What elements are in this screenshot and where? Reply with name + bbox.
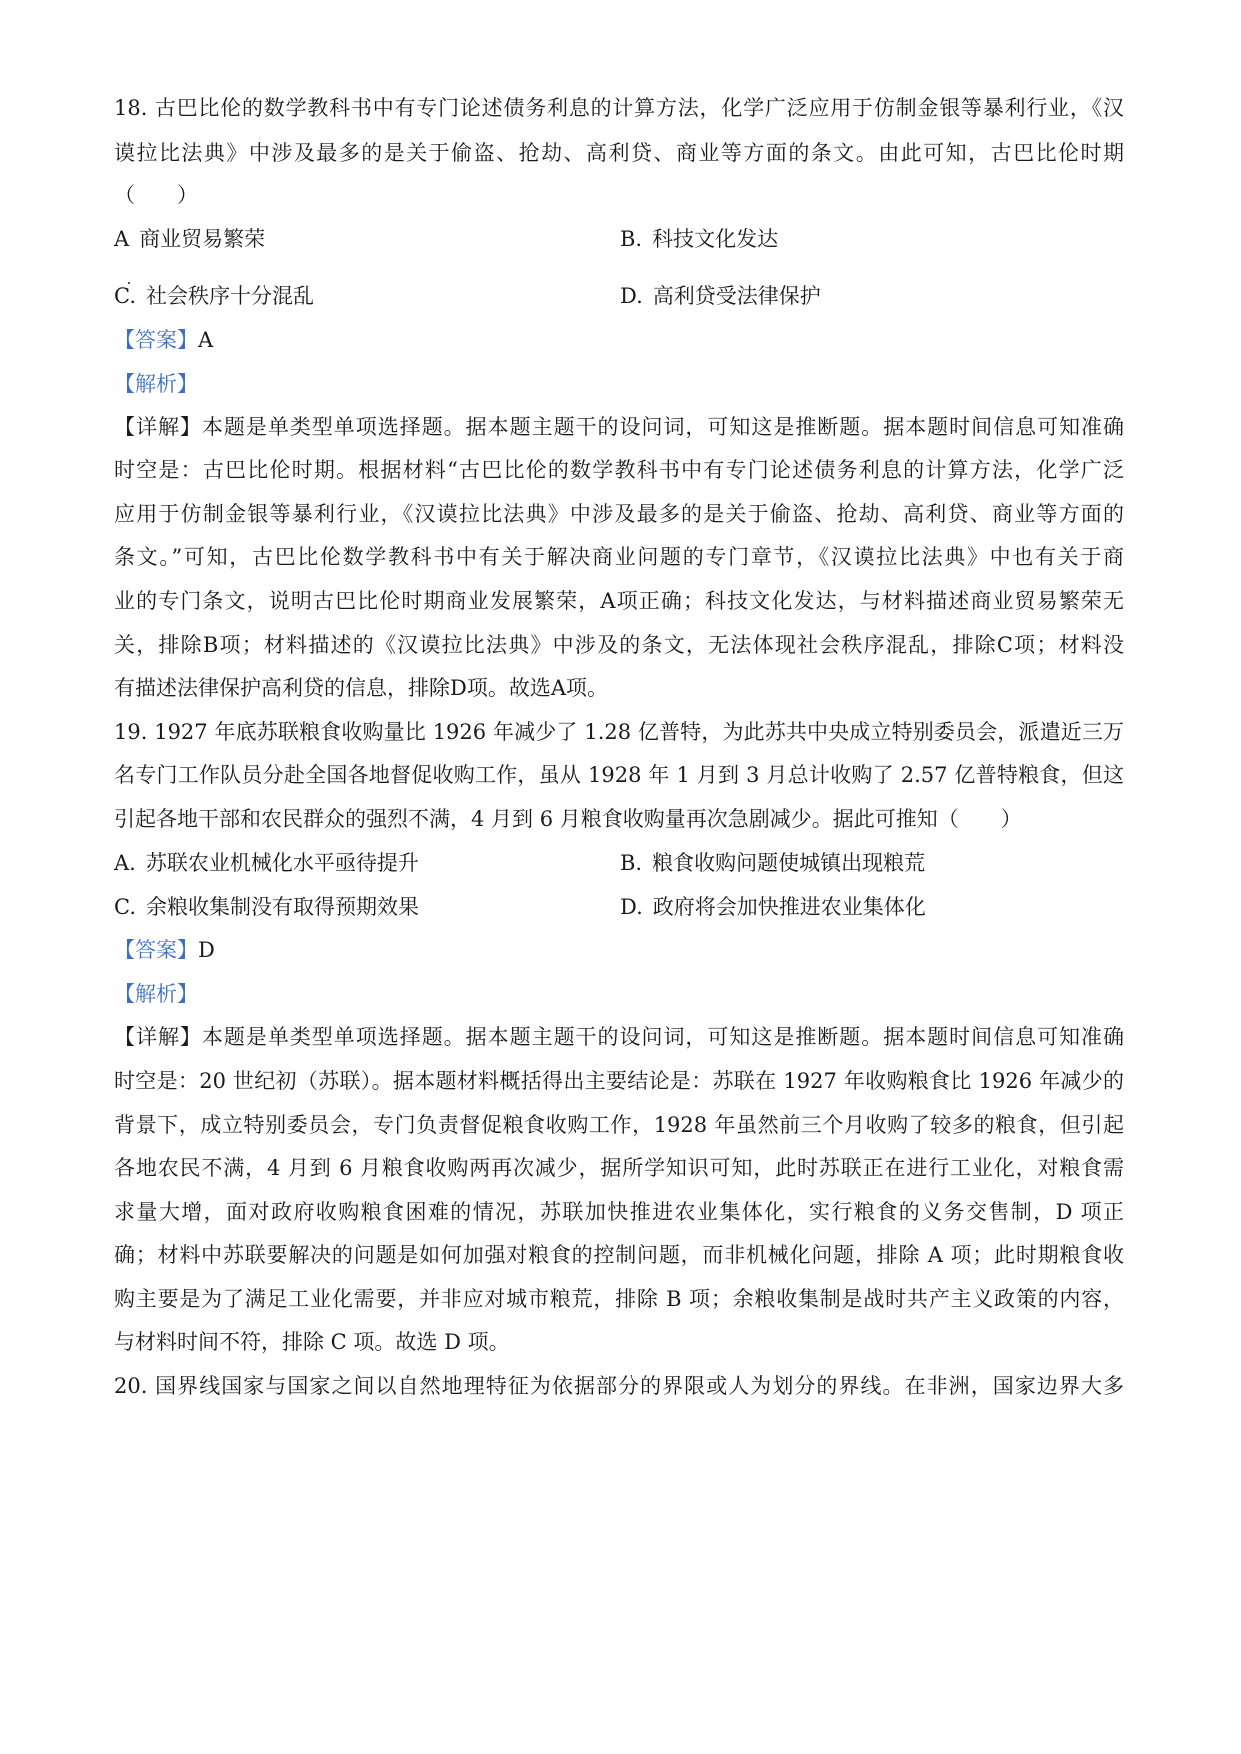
q18-detail-label: 【详解】	[114, 415, 202, 439]
q18-option-d-text: 高利贷受法律保护	[652, 284, 821, 308]
q18-answer-value: A	[198, 328, 214, 352]
q18-option-c-letter: C.	[114, 284, 136, 308]
q19-detail-line-2: 时空是：20 世纪初（苏联）。据本题材料概括得出主要结论是：苏联在 1927 年收购粮食比 1926 年减少的	[114, 1069, 1124, 1093]
q19-answer	[114, 935, 1124, 965]
q18-detail-line-2: 时空是：古巴比伦时期。根据材料“古巴比伦的数学教科书中有专门论述债务利息的计算方法，化学广泛	[114, 458, 1124, 482]
q18-option-a-text: 商业贸易繁荣	[139, 227, 266, 251]
q19-option-d	[620, 892, 926, 922]
q19-detail-line-1	[114, 1022, 1124, 1052]
q19-analysis-label: 【解析】	[114, 982, 198, 1006]
q18-detail-line-3: 应用于仿制金银等暴利行业，《汉谟拉比法典》中涉及最多的是关于偷盗、抢劫、高利贷、商业等方面的	[114, 502, 1124, 526]
q19-detail-text-1: 本题是单类型单项选择题。据本题主题干的设问词，可知这是推断题。据本题时间信息可知准确	[201, 1025, 1125, 1049]
q18-stem-line-1: 18. 古巴比伦的数学教科书中有专门论述债务利息的计算方法，化学广泛应用于仿制金银等暴利行业，《汉	[114, 96, 1124, 120]
q19-detail-line-6: 确；材料中苏联要解决的问题是如何加强对粮食的控制问题，而非机械化问题，排除 A 项；此时期粮食收	[114, 1243, 1124, 1267]
q19-detail-line-7: 购主要是为了满足工业化需要，并非应对城市粮荒，排除 B 项；余粮收集制是战时共产主义政策的内容，	[114, 1287, 1124, 1311]
q18-option-c	[114, 281, 314, 311]
q19-answer-label: 【答案】	[114, 938, 198, 962]
q19-option-b-letter: B.	[620, 851, 643, 875]
q18-detail-line-5: 业的专门条文，说明古巴比伦时期商业发展繁荣，A项正确；科技文化发达，与材料描述商业贸易繁荣无	[114, 589, 1124, 613]
q19-option-a-text: 苏联农业机械化水平亟待提升	[145, 851, 419, 875]
q19-option-c-letter: C.	[114, 895, 136, 919]
q18-detail-line-7: 有描述法律保护高利贷的信息，排除D项。故选A项。	[114, 676, 609, 700]
q19-stem-line-3: 引起各地干部和农民群众的强烈不满，4 月到 6 月粮食收购量再次急剧减少。据此可推知（ ）	[114, 807, 1022, 831]
q19-stem-line-1: 19. 1927 年底苏联粮食收购量比 1926 年减少了 1.28 亿普特，为此苏共中央成立特别委员会，派遣近三万	[114, 720, 1124, 744]
q19-detail-line-8: 与材料时间不符，排除 C 项。故选 D 项。	[114, 1330, 510, 1354]
q19-option-c-text: 余粮收集制没有取得预期效果	[146, 895, 419, 919]
q18-detail-text-1: 本题是单类型单项选择题。据本题主题干的设问词，可知这是推断题。据本题时间信息可知准确	[201, 415, 1125, 439]
q18-option-a-letter: A	[114, 227, 130, 251]
q18-stem-line-3: （ ）	[114, 183, 198, 207]
q18-option-b-text: 科技文化发达	[652, 227, 779, 251]
q18-option-d-letter: D.	[620, 284, 643, 308]
q18-option-d	[620, 281, 821, 311]
q19-option-b-text: 粮食收购问题使城镇出现粮荒	[652, 851, 926, 875]
q19-option-a-letter: A.	[114, 851, 136, 875]
q19-option-c	[114, 892, 419, 922]
q18-detail-line-4: 条文。”可知，古巴比伦数学教科书中有关于解决商业问题的专门章节，《汉谟拉比法典》中也有关于商	[114, 545, 1124, 569]
q18-option-c-text: 社会秩序十分混乱	[146, 284, 314, 308]
q20-stem-line-1: 20. 国界线国家与国家之间以自然地理特征为依据部分的界限或人为划分的界线。在非洲，国家边界大多	[114, 1374, 1124, 1398]
q18-detail-line-6: 关，排除B项；材料描述的《汉谟拉比法典》中涉及的条文，无法体现社会秩序混乱，排除C项；材料没	[114, 633, 1124, 657]
q18-option-b	[620, 224, 778, 254]
q18-detail-line-1	[114, 412, 1124, 442]
q19-stem-line-2: 名专门工作队员分赴全国各地督促收购工作，虽从 1928 年 1 月到 3 月总计收购了 2.57 亿普特粮食，但这	[114, 763, 1124, 787]
q18-answer	[114, 325, 1124, 355]
q19-option-d-letter: D.	[620, 895, 643, 919]
q19-answer-value: D	[198, 938, 215, 962]
q19-option-d-text: 政府将会加快推进农业集体化	[652, 895, 926, 919]
q18-option-a	[114, 224, 265, 254]
q18-answer-label: 【答案】	[114, 328, 198, 352]
q19-detail-line-3: 背景下，成立特别委员会，专门负责督促粮食收购工作，1928 年虽然前三个月收购了较多的粮食，但引起	[114, 1113, 1124, 1137]
q19-option-b	[620, 848, 925, 878]
q19-option-a	[114, 848, 419, 878]
q19-detail-label: 【详解】	[114, 1025, 202, 1049]
q18-analysis-label: 【解析】	[114, 372, 198, 396]
q18-stem-line-2: 谟拉比法典》中涉及最多的是关于偷盗、抢劫、高利贷、商业等方面的条文。由此可知，古巴比伦时期	[114, 141, 1124, 165]
q19-detail-line-5: 求量大增，面对政府收购粮食困难的情况，苏联加快推进农业集体化，实行粮食的义务交售制，D 项正	[114, 1200, 1124, 1224]
q18-option-b-letter: B.	[620, 227, 643, 251]
q19-detail-line-4: 各地农民不满，4 月到 6 月粮食收购两再次减少，据所学知识可知，此时苏联正在进行工业化，对粮食需	[114, 1156, 1124, 1180]
